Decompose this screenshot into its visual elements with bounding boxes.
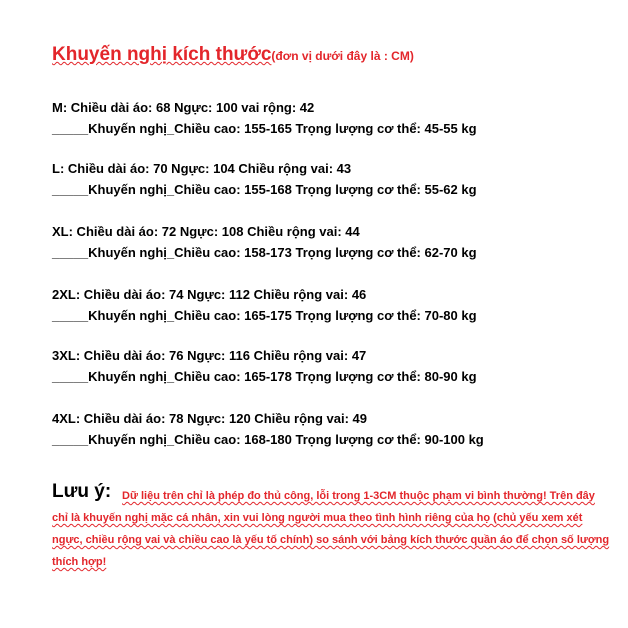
size-entry-l: [52, 158, 477, 200]
size-recommendation: _____Khuyến nghị_Chiều cao: 158-173 Trọng lượng cơ thể: 62-70 kg: [52, 245, 477, 260]
size-spec: 2XL: Chiều dài áo: 74 Ngực: 112 Chiều rộng vai: 46: [52, 287, 367, 302]
page-title: [52, 44, 414, 66]
note-label: Lưu ý:: [52, 481, 112, 502]
size-recommendation: _____Khuyến nghị_Chiều cao: 165-175 Trọng lượng cơ thể: 70-80 kg: [52, 308, 477, 323]
size-spec: L: Chiều dài áo: 70 Ngực: 104 Chiều rộng vai: 43: [52, 161, 352, 176]
size-recommendation: _____Khuyến nghị_Chiều cao: 165-178 Trọng lượng cơ thể: 80-90 kg: [52, 369, 477, 384]
size-entry-3xl: [52, 345, 477, 387]
size-recommendation: _____Khuyến nghị_Chiều cao: 155-165 Trọng lượng cơ thể: 45-55 kg: [52, 121, 477, 136]
size-spec: 4XL: Chiều dài áo: 78 Ngực: 120 Chiều rộng vai: 49: [52, 411, 367, 426]
note-text: [52, 485, 612, 573]
size-recommendation: _____Khuyến nghị_Chiều cao: 155-168 Trọng lượng cơ thể: 55-62 kg: [52, 182, 477, 197]
size-entry-xl: [52, 221, 477, 263]
title-unit: (đơn vị dưới đây là : CM): [271, 49, 414, 63]
size-entry-4xl: [52, 408, 484, 450]
title-main: Khuyến nghị kích thước: [52, 44, 272, 65]
size-spec: XL: Chiều dài áo: 72 Ngực: 108 Chiều rộng vai: 44: [52, 224, 360, 239]
note-text-content: Dữ liệu trên chỉ là phép đo thủ công, lỗi trong 1-3CM thuộc phạm vi bình thường! Trên đây chỉ là khuyến nghị mặc cá nhân, xin vui lòng người mua theo tình hình riêng của họ (chủ yếu xem xét ngực, chiều rộng vai và chiều cao là yếu tố chính) so sánh với bảng kích thước quần áo để chọn số lượng thích hợp!: [52, 490, 610, 568]
size-entry-2xl: [52, 284, 477, 326]
size-entry-m: [52, 97, 477, 139]
size-recommendation: _____Khuyến nghị_Chiều cao: 168-180 Trọng lượng cơ thể: 90-100 kg: [52, 432, 484, 447]
size-spec: M: Chiều dài áo: 68 Ngực: 100 vai rộng: 42: [52, 100, 315, 115]
size-spec: 3XL: Chiều dài áo: 76 Ngực: 116 Chiều rộng vai: 47: [52, 348, 367, 363]
